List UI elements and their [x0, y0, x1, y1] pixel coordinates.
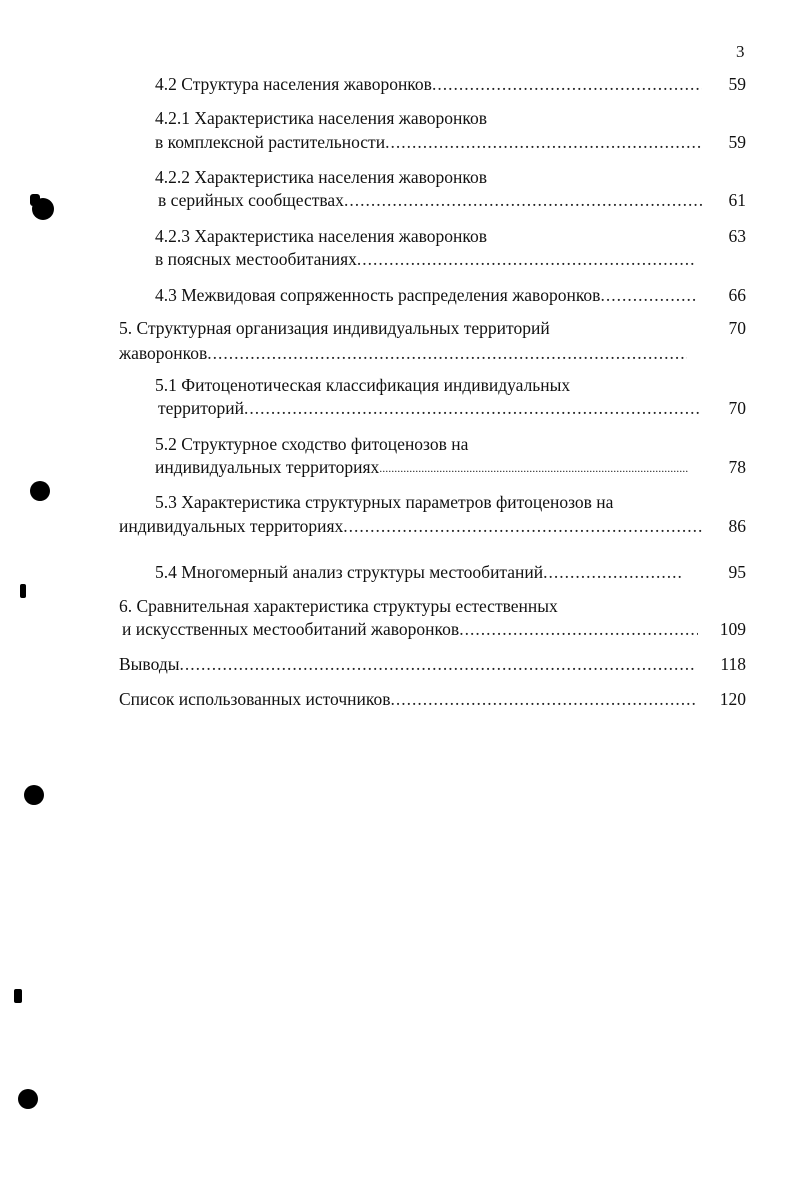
toc-entry-title: Выводы: [119, 654, 180, 674]
toc-entry-title: территорий: [158, 398, 244, 418]
toc-page-number: 95: [728, 562, 746, 582]
toc-entry-title: жаворонков: [119, 343, 208, 363]
toc-entry-title: Список использованных источников: [119, 689, 391, 709]
toc-entry-title: индивидуальных территориях: [119, 516, 344, 536]
leader-dots: [600, 283, 696, 307]
toc-entry-4-2-3-line2[interactable]: [155, 247, 696, 271]
page-number: 3: [736, 42, 745, 61]
toc-page-number: 63: [728, 226, 746, 246]
toc-entry-6-line1[interactable]: 6. Сравнительная характеристика структуры естественных: [119, 596, 558, 616]
leader-dots: [379, 455, 688, 479]
toc-entry-references[interactable]: [119, 687, 695, 711]
toc-entry-title: 5.4 Многомерный анализ структуры местообитаний: [155, 562, 544, 582]
punch-hole: [24, 785, 44, 805]
toc-page-number: 70: [728, 318, 746, 338]
leader-dots: [543, 560, 684, 584]
toc-entry-5-line2[interactable]: [119, 341, 687, 365]
toc-page-number: 120: [719, 689, 746, 709]
toc-page-number: 66: [728, 285, 746, 305]
leader-dots: [244, 396, 702, 420]
toc-entry-title: и искусственных местообитаний жаворонков: [122, 619, 460, 639]
scan-speck: [20, 584, 26, 598]
toc-entry-5-2-line2[interactable]: [155, 455, 688, 479]
toc-page-number: 118: [720, 654, 746, 674]
toc-entry-4-2-2-line1[interactable]: 4.2.2 Характеристика населения жаворонков: [155, 167, 488, 187]
toc-entry-4-3[interactable]: [155, 283, 696, 307]
punch-hole-edge: [30, 194, 40, 206]
toc-entry-title: в серийных сообществах: [158, 190, 344, 210]
toc-entry-title: 4.3 Межвидовая сопряженность распределения жаворонков: [155, 285, 601, 305]
toc-page-number: 61: [728, 190, 746, 210]
leader-dots: [207, 341, 687, 365]
leader-dots: [179, 652, 695, 676]
toc-entry-5-3-line2[interactable]: [119, 514, 702, 538]
toc-page-number: 78: [728, 457, 746, 477]
leader-dots: [391, 687, 695, 711]
toc-entry-5-1-line1[interactable]: 5.1 Фитоценотическая классификация индивидуальных: [155, 375, 571, 395]
toc-entry-4-2-3-line1[interactable]: 4.2.3 Характеристика населения жаворонков: [155, 226, 488, 246]
punch-hole: [30, 481, 50, 501]
toc-entry-title: 4.2 Структура населения жаворонков: [155, 74, 432, 94]
toc-entry-6-line2[interactable]: [122, 617, 698, 641]
toc-entry-5-2-line1[interactable]: 5.2 Структурное сходство фитоценозов на: [155, 434, 469, 454]
scan-speck: [14, 989, 22, 1003]
toc-page-number: 109: [719, 619, 746, 639]
toc-entry-5-line1[interactable]: 5. Структурная организация индивидуальных территорий: [119, 318, 550, 338]
leader-dots: [432, 72, 702, 96]
toc-entry-title: индивидуальных территориях: [155, 457, 380, 477]
leader-dots: [385, 130, 702, 154]
leader-dots: [357, 247, 696, 271]
toc-entry-5-1-line2[interactable]: [158, 396, 702, 420]
toc-entry-4-2-2-line2[interactable]: [158, 188, 702, 212]
leader-dots: [344, 188, 702, 212]
toc-entry-title: в поясных местообитаниях: [155, 249, 357, 269]
leader-dots: [459, 617, 698, 641]
toc-page-number: 86: [728, 516, 746, 536]
toc-entry-5-3-line1[interactable]: 5.3 Характеристика структурных параметров фитоценозов на: [155, 492, 614, 512]
toc-entry-conclusions[interactable]: [119, 652, 695, 676]
toc-entry-title: в комплексной растительности: [155, 132, 386, 152]
toc-page-number: 59: [728, 132, 746, 152]
toc-entry-5-4[interactable]: [155, 560, 684, 584]
toc-entry-4-2[interactable]: [155, 72, 702, 96]
toc-page-number: 59: [728, 74, 746, 94]
punch-hole: [18, 1089, 38, 1109]
toc-entry-4-2-1-line2[interactable]: [155, 130, 702, 154]
toc-page-number: 70: [728, 398, 746, 418]
leader-dots: [343, 514, 702, 538]
toc-entry-4-2-1-line1[interactable]: 4.2.1 Характеристика населения жаворонков: [155, 108, 488, 128]
